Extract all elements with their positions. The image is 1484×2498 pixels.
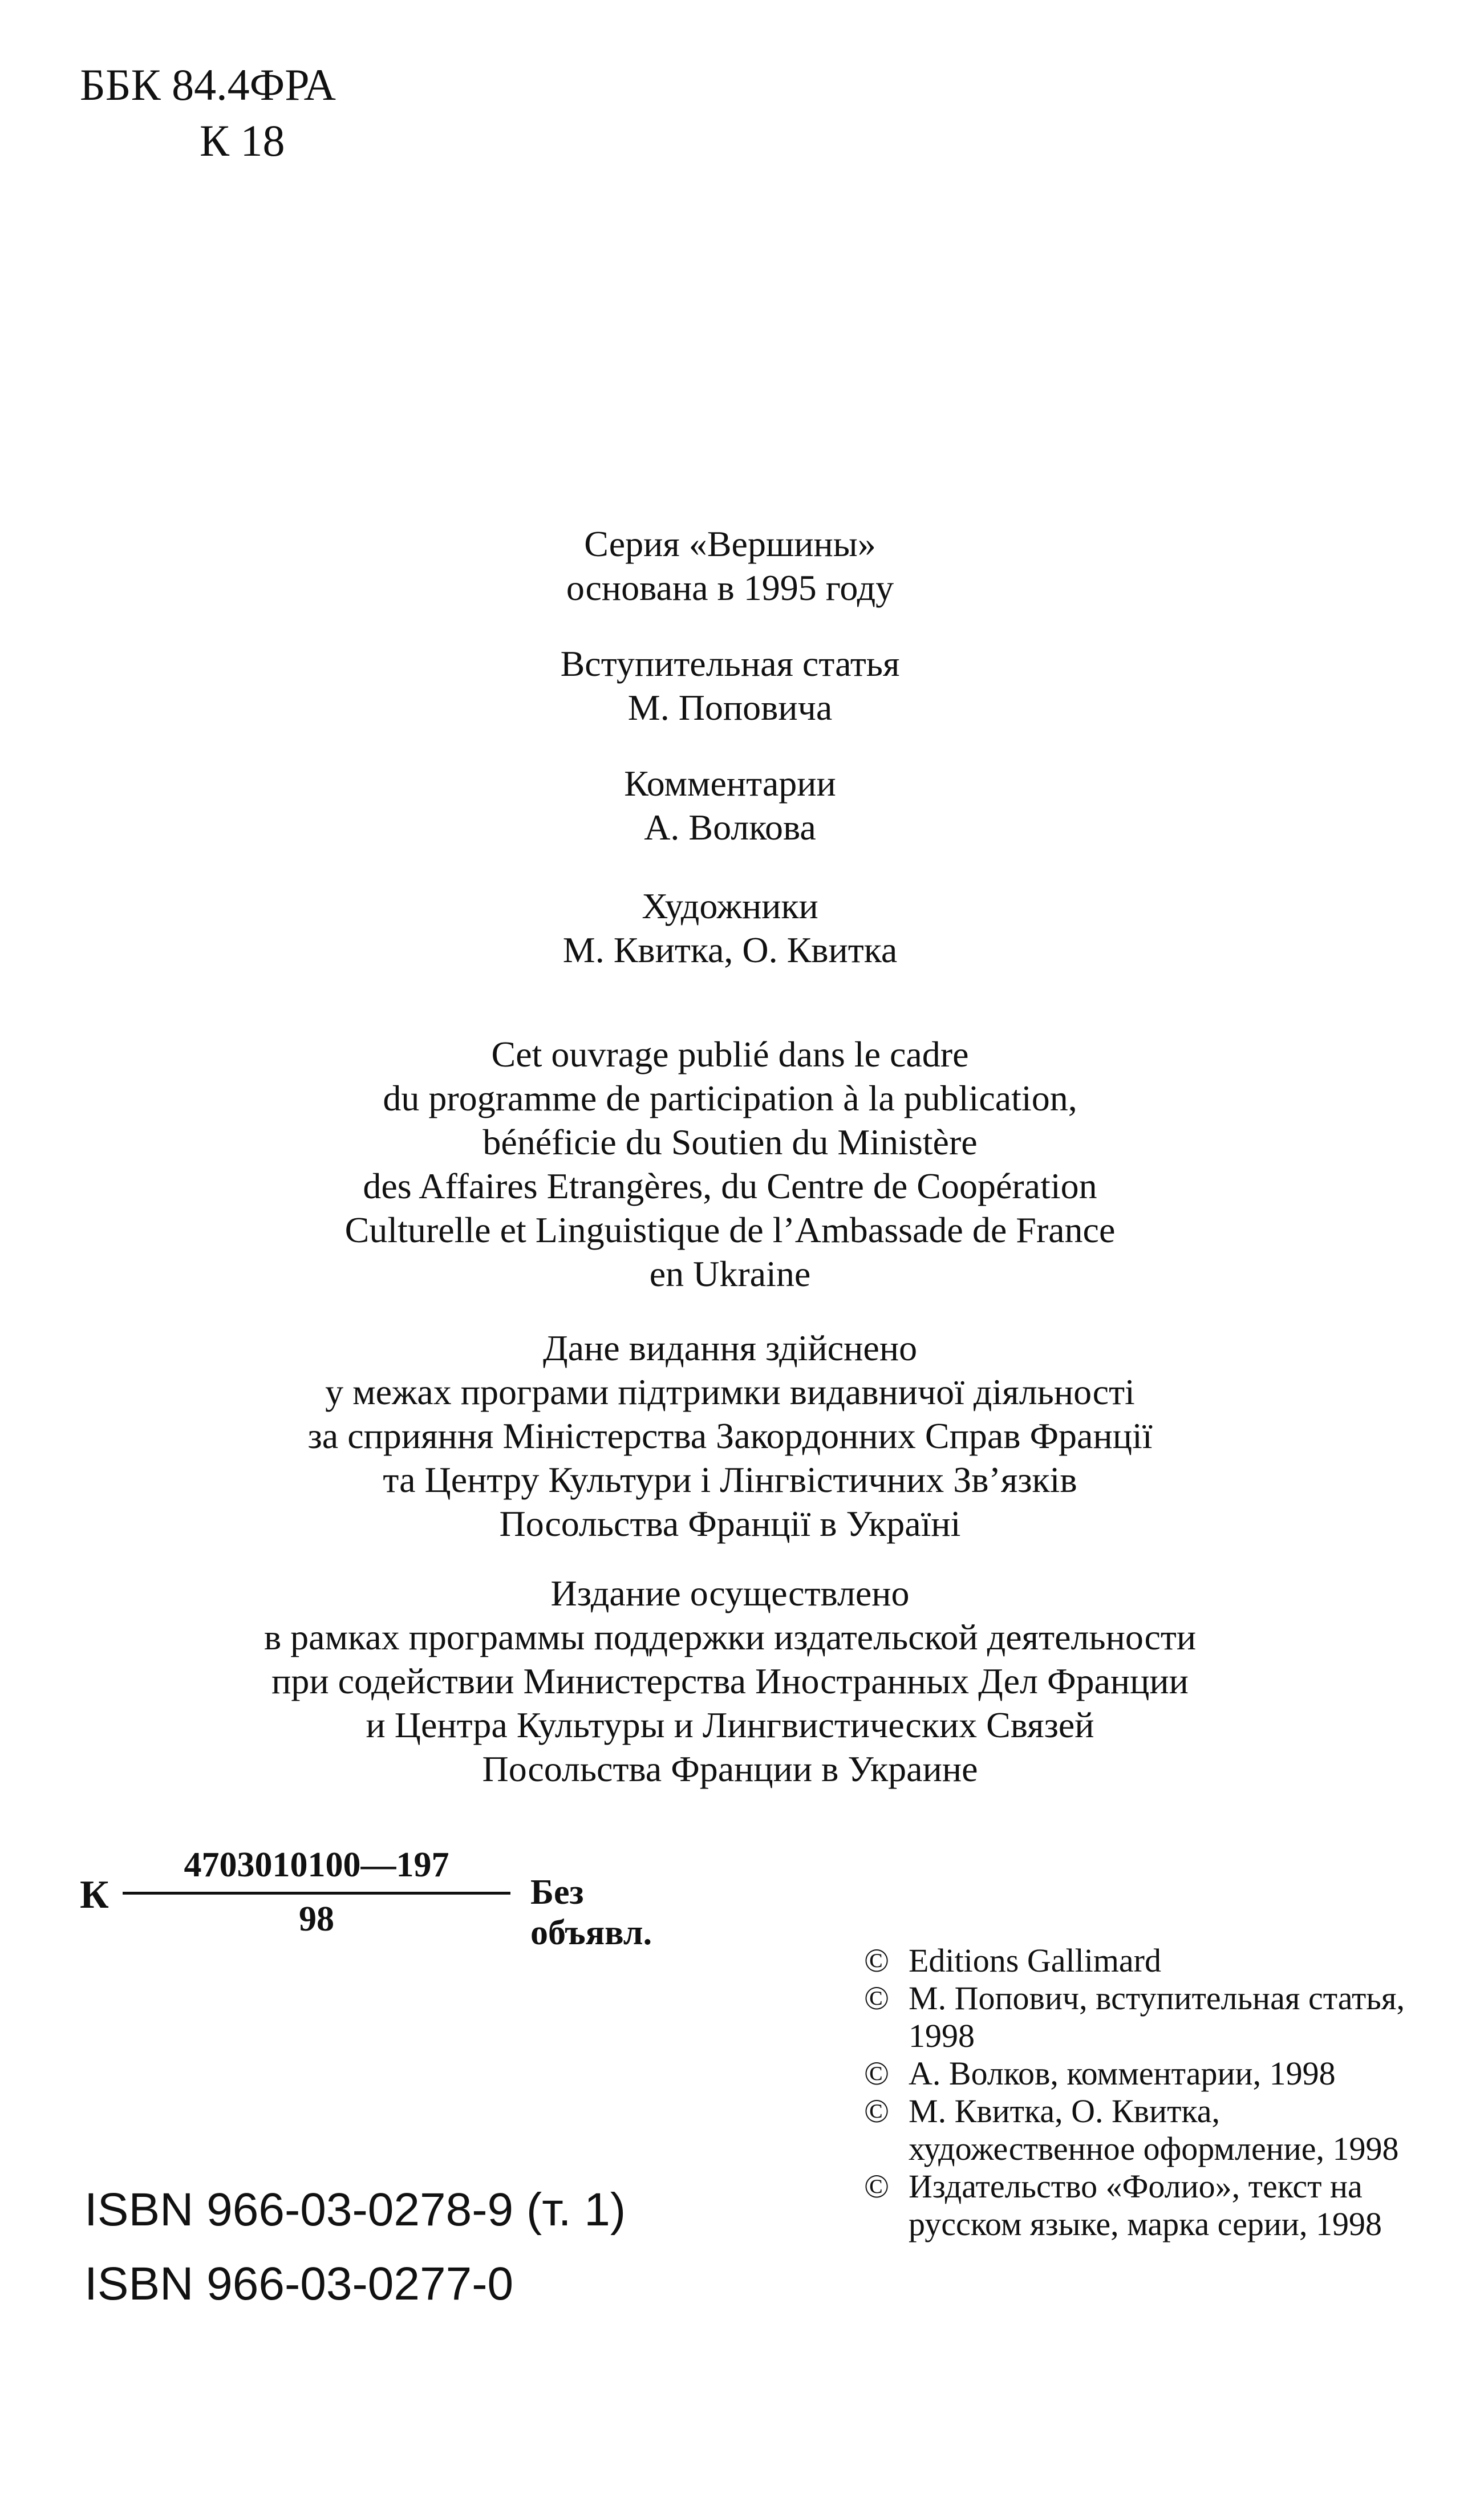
isbn-set: ISBN 966-03-0277-0	[84, 2258, 514, 2310]
bbk-classification	[80, 57, 336, 169]
isbn-volume: ISBN 966-03-0278-9 (т. 1)	[84, 2184, 626, 2236]
fraction-bar	[123, 1892, 510, 1895]
copyright-item	[864, 2168, 1446, 2243]
french-note-line: en Ukraine	[649, 1254, 811, 1294]
code-letter: К	[80, 1873, 109, 1917]
comments-author: А. Волкова	[644, 807, 816, 847]
copyright-icon: ©	[864, 2055, 890, 2092]
series-info	[148, 522, 1312, 610]
copyright-icon: ©	[864, 1942, 890, 1979]
copyright-list	[864, 1942, 1446, 2243]
russian-note-line: и Центра Культуры и Лингвистических Связей	[366, 1705, 1094, 1745]
russian-note-line: при содействии Министерства Иностранных Дел Франции	[271, 1661, 1189, 1701]
copyright-text: М. Квитка, О. Квитка, художественное оформление, 1998	[909, 2093, 1399, 2167]
copyright-icon: ©	[864, 2168, 890, 2205]
ukrainian-note-line: Посольства Франції в Україні	[499, 1503, 961, 1544]
ukrainian-note-line: та Центру Культури і Лінгвістичних Зв’язків	[383, 1459, 1077, 1500]
french-note-line: des Affaires Etrangères, du Centre de Coopération	[363, 1166, 1097, 1206]
ukrainian-note-line: за сприяння Міністерства Закордонних Справ Франції	[307, 1416, 1153, 1456]
price-note: Без объявл.	[530, 1873, 652, 1952]
isbn-block	[84, 2173, 626, 2321]
copyright-text: М. Попович, вступительная статья, 1998	[909, 1980, 1405, 2054]
artists-label: Художники	[642, 886, 818, 926]
author-mark: К 18	[200, 116, 285, 165]
french-note-line: Culturelle et Linguistique de l’Ambassade de France	[344, 1210, 1116, 1250]
series-title: Серия «Вершины»	[584, 524, 876, 564]
copyright-item	[864, 1942, 1446, 1980]
ukrainian-note	[148, 1326, 1312, 1546]
copyright-item	[864, 2093, 1446, 2168]
russian-note-line: Посольства Франции в Украине	[482, 1749, 978, 1789]
french-note-line: du programme de participation à la publication,	[383, 1078, 1077, 1118]
french-note	[148, 1032, 1312, 1296]
publication-code	[80, 1845, 707, 1953]
ukrainian-note-line: у межах програми підтримки видавничої діяльності	[325, 1372, 1135, 1412]
russian-note-line: Издание осуществлено	[550, 1573, 910, 1613]
copyright-item	[864, 1980, 1446, 2055]
intro-author: М. Поповича	[627, 687, 833, 728]
copyright-item	[864, 2055, 1446, 2093]
intro-label: Вступительная статья	[560, 643, 900, 684]
code-numerator: 4703010100—197	[184, 1846, 449, 1884]
russian-note-line: в рамках программы поддержки издательской деятельности	[263, 1617, 1197, 1657]
copyright-text: А. Волков, комментарии, 1998	[909, 2055, 1336, 2092]
bbk-code: ББК 84.4ФРА	[80, 60, 336, 110]
french-note-line: bénéficie du Soutien du Ministère	[482, 1122, 978, 1162]
copyright-icon: ©	[864, 1980, 890, 2017]
comments-label: Комментарии	[624, 763, 836, 804]
copyright-text: Editions Gallimard	[909, 1942, 1161, 1979]
russian-note	[148, 1571, 1312, 1791]
artists-credit	[148, 884, 1312, 972]
artists-names: М. Квитка, О. Квитка	[562, 930, 898, 970]
comments-credit	[148, 761, 1312, 849]
copyright-text: Издательство «Фолио», текст на русском языке, марка серии, 1998	[909, 2168, 1382, 2242]
intro-credit	[148, 642, 1312, 729]
french-note-line: Cet ouvrage publié dans le cadre	[491, 1034, 969, 1074]
code-denominator: 98	[299, 1900, 334, 1939]
ukrainian-note-line: Дане видання здійснено	[542, 1328, 918, 1368]
series-founded: основана в 1995 году	[566, 567, 894, 608]
copyright-icon: ©	[864, 2093, 890, 2130]
